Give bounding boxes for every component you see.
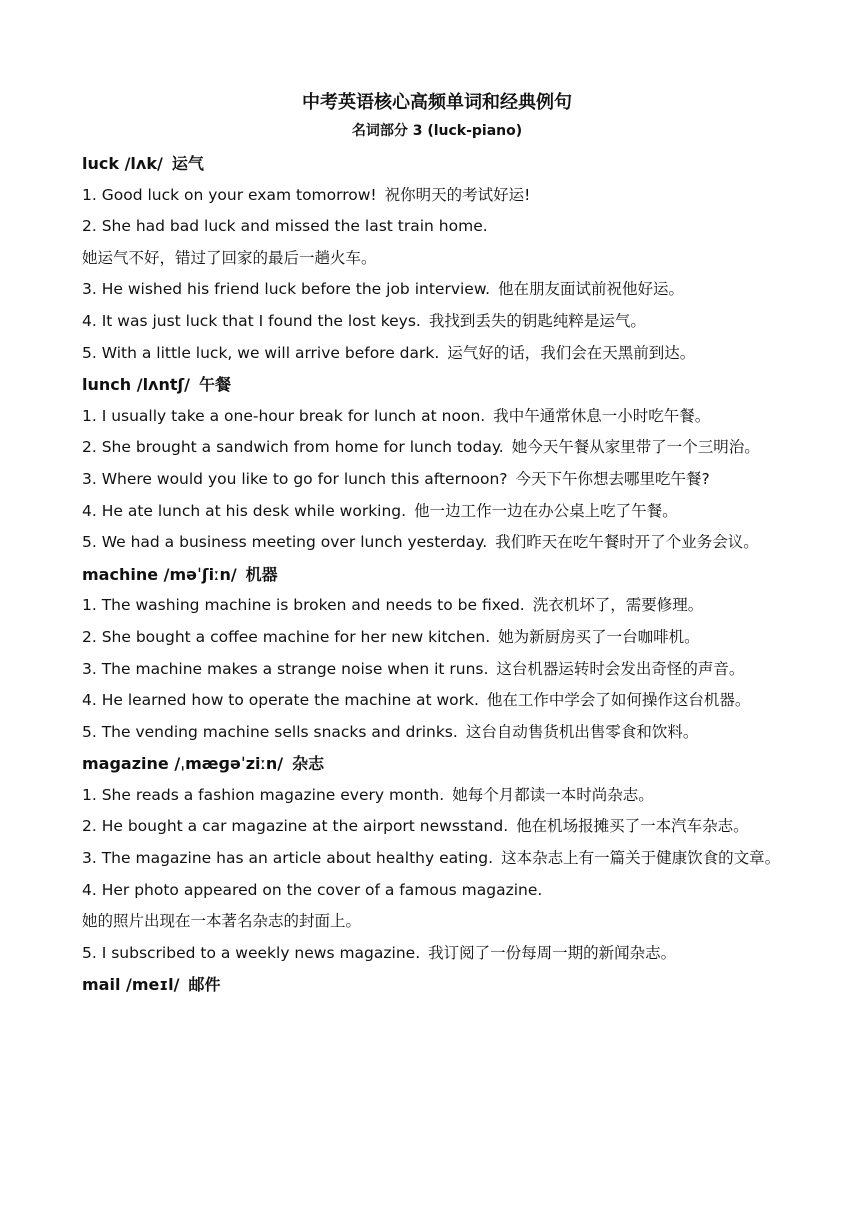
document-page bbox=[82, 88, 782, 1001]
phonetic: /məˈʃiːn/ bbox=[163, 564, 237, 584]
example-sentence bbox=[82, 875, 782, 907]
example-sentence bbox=[82, 717, 782, 749]
word-entry-magazine bbox=[82, 748, 782, 969]
example-translation bbox=[82, 906, 782, 938]
example-zh: 她每个月都读一本时尚杂志。 bbox=[452, 785, 654, 804]
example-en: 5. With a little luck, we will arrive before dark. bbox=[82, 343, 440, 362]
meaning: 运气 bbox=[171, 154, 204, 173]
word: magazine bbox=[82, 754, 169, 774]
example-en: 3. The magazine has an article about healthy eating. bbox=[82, 849, 494, 868]
example-zh: 这台自动售货机出售零食和饮料。 bbox=[465, 722, 699, 741]
word-entry-mail bbox=[82, 969, 782, 1001]
example-sentence bbox=[82, 401, 782, 433]
example-zh: 今天下午你想去哪里吃午餐? bbox=[515, 469, 710, 488]
example-sentence bbox=[82, 306, 782, 338]
word: lunch bbox=[82, 375, 132, 395]
word-heading bbox=[82, 748, 782, 780]
meaning: 午餐 bbox=[199, 375, 232, 395]
word-heading bbox=[82, 148, 782, 180]
example-zh: 这本杂志上有一篇关于健康饮食的文章。 bbox=[501, 849, 781, 868]
example-en: 1. Good luck on your exam tomorrow! bbox=[82, 185, 377, 204]
example-sentence bbox=[82, 811, 782, 843]
example-en: 1. The washing machine is broken and needs to be fixed. bbox=[82, 596, 525, 615]
example-sentence bbox=[82, 496, 782, 528]
example-en: 3. He wished his friend luck before the job interview. bbox=[82, 280, 491, 299]
example-sentence bbox=[82, 527, 782, 559]
example-zh: 他在工作中学会了如何操作这台机器。 bbox=[486, 691, 751, 710]
example-en: 5. I subscribed to a weekly news magazine. bbox=[82, 943, 421, 962]
example-translation bbox=[82, 243, 782, 275]
example-zh: 我订阅了一份每周一期的新闻杂志。 bbox=[428, 943, 677, 962]
example-sentence bbox=[82, 622, 782, 654]
page-title: 中考英语核心高频单词和经典例句 bbox=[302, 92, 572, 113]
word: mail bbox=[82, 975, 121, 995]
example-sentence bbox=[82, 938, 782, 970]
example-en: 4. It was just luck that I found the lost keys. bbox=[82, 311, 421, 330]
example-zh: 我找到丢失的钥匙纯粹是运气。 bbox=[428, 311, 646, 330]
example-zh: 她为新厨房买了一台咖啡机。 bbox=[498, 627, 700, 646]
example-zh: 他在朋友面试前祝他好运。 bbox=[498, 280, 685, 299]
example-en: 3. Where would you like to go for lunch this afternoon? bbox=[82, 469, 508, 488]
meaning: 邮件 bbox=[188, 975, 221, 995]
example-zh: 祝你明天的考试好运! bbox=[384, 185, 531, 204]
example-zh: 他一边工作一边在办公桌上吃了午餐。 bbox=[414, 501, 678, 520]
example-sentence bbox=[82, 654, 782, 686]
example-en: 2. She brought a sandwich from home for lunch today. bbox=[82, 438, 504, 457]
meaning: 机器 bbox=[245, 564, 278, 584]
word: machine bbox=[82, 564, 159, 584]
example-zh: 她今天午餐从家里带了一个三明治。 bbox=[511, 438, 760, 457]
example-zh: 我中午通常休息一小时吃午餐。 bbox=[493, 406, 711, 425]
phonetic: /meɪl/ bbox=[126, 975, 180, 995]
example-zh: 她运气不好，错过了回家的最后一趟火车。 bbox=[82, 248, 377, 267]
example-sentence bbox=[82, 590, 782, 622]
example-zh: 运气好的话，我们会在天黑前到达。 bbox=[447, 343, 696, 362]
example-en: 3. The machine makes a strange noise when it runs. bbox=[82, 659, 489, 678]
example-en: 1. I usually take a one-hour break for lunch at noon. bbox=[82, 406, 486, 425]
example-sentence bbox=[82, 464, 782, 496]
example-en: 1. She reads a fashion magazine every month. bbox=[82, 785, 445, 804]
example-sentence bbox=[82, 180, 782, 212]
example-en: 4. He ate lunch at his desk while working. bbox=[82, 501, 407, 520]
example-zh: 洗衣机坏了，需要修理。 bbox=[532, 596, 704, 615]
example-en: 4. Her photo appeared on the cover of a famous magazine. bbox=[82, 880, 543, 899]
phonetic: /ˌmæɡəˈziːn/ bbox=[174, 754, 284, 774]
example-sentence bbox=[82, 843, 782, 875]
meaning: 杂志 bbox=[292, 754, 325, 774]
example-en: 2. He bought a car magazine at the airport newsstand. bbox=[82, 817, 509, 836]
example-en: 2. She had bad luck and missed the last train home. bbox=[82, 217, 488, 236]
example-sentence bbox=[82, 338, 782, 370]
example-en: 4. He learned how to operate the machine at work. bbox=[82, 691, 479, 710]
phonetic: /lʌntʃ/ bbox=[136, 375, 190, 395]
example-en: 2. She bought a coffee machine for her new kitchen. bbox=[82, 627, 491, 646]
phonetic: /lʌk/ bbox=[124, 154, 163, 173]
example-sentence bbox=[82, 274, 782, 306]
word-heading bbox=[82, 969, 782, 1001]
example-en: 5. The vending machine sells snacks and drinks. bbox=[82, 722, 458, 741]
example-zh: 我们昨天在吃午餐时开了个业务会议。 bbox=[495, 533, 759, 552]
word-entry-lunch bbox=[82, 369, 782, 559]
example-zh: 他在机场报摊买了一本汽车杂志。 bbox=[516, 817, 749, 836]
example-zh: 这台机器运转时会发出奇怪的声音。 bbox=[496, 659, 745, 678]
example-zh: 她的照片出现在一本著名杂志的封面上。 bbox=[82, 912, 362, 931]
word-heading bbox=[82, 369, 782, 401]
word-entry-luck bbox=[82, 148, 782, 369]
word: luck bbox=[82, 154, 119, 173]
example-en: 5. We had a business meeting over lunch yesterday. bbox=[82, 533, 488, 552]
example-sentence bbox=[82, 685, 782, 717]
page-subtitle: 名词部分 3 (luck-piano) bbox=[351, 123, 523, 139]
word-entry-machine bbox=[82, 559, 782, 749]
example-sentence bbox=[82, 780, 782, 812]
word-heading bbox=[82, 559, 782, 591]
example-sentence bbox=[82, 211, 782, 243]
example-sentence bbox=[82, 432, 782, 464]
